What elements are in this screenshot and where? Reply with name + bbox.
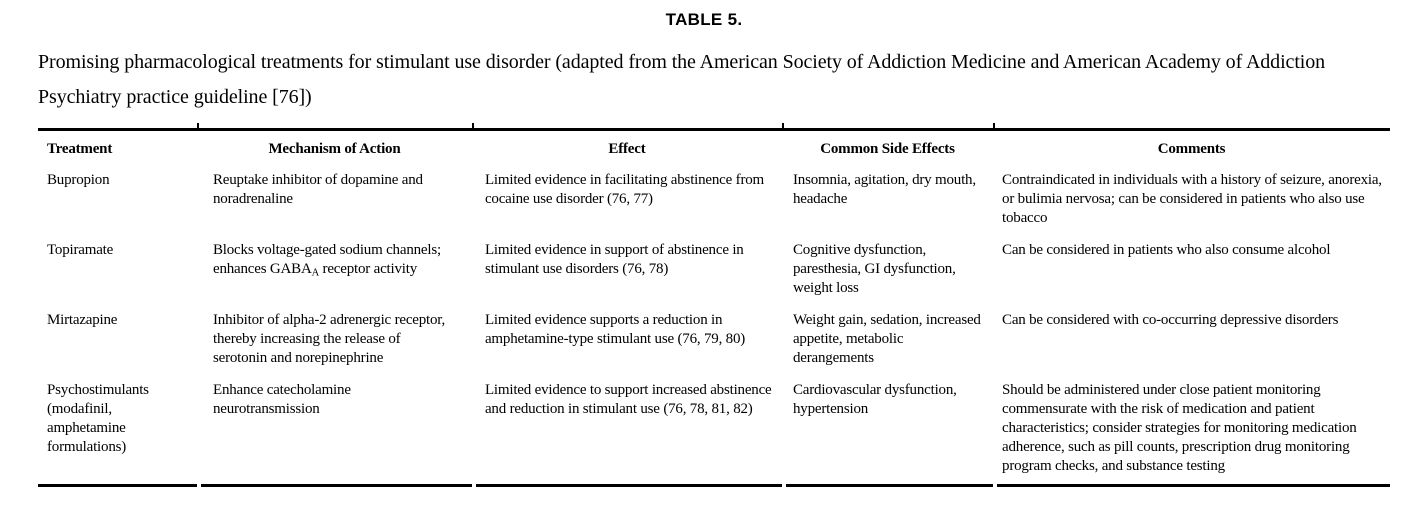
mechanism-cell: Enhance catecholamine neurotransmission <box>212 382 351 417</box>
table-row-psychostimulants <box>38 381 1390 484</box>
table-title: TABLE 5. <box>665 10 743 29</box>
gaba-subscript: A <box>311 267 319 279</box>
column-divider-tick <box>472 123 474 128</box>
column-header-comments: Comments <box>1157 141 1226 157</box>
treatment-cell: Topiramate <box>47 242 114 258</box>
effect-cell: Limited evidence in support of abstinence in stimulant use disorders (76, 78) <box>484 242 744 277</box>
mechanism-text: receptor activity <box>319 261 418 277</box>
mechanism-cell: Inhibitor of alpha-2 adrenergic receptor, thereby increasing the release of serotonin and norepinephrine <box>212 312 446 366</box>
side-effects-cell: Insomnia, agitation, dry mouth, headache <box>792 172 976 207</box>
column-header-side-effects: Common Side Effects <box>820 141 955 157</box>
side-effects-cell: Cognitive dysfunction, paresthesia, GI dysfunction, weight loss <box>792 242 956 296</box>
side-effects-cell: Cardiovascular dysfunction, hypertension <box>792 382 957 417</box>
column-divider-gap <box>993 484 997 487</box>
column-divider-gap <box>197 484 201 487</box>
comments-cell: Can be considered with co-occurring depressive disorders <box>1002 312 1339 328</box>
mechanism-cell: Reuptake inhibitor of dopamine and noradrenaline <box>212 172 423 207</box>
column-divider-tick <box>993 123 995 128</box>
table-row-mirtazapine <box>38 311 1390 381</box>
column-divider-gap <box>782 484 786 487</box>
table-top-rule <box>38 128 1390 131</box>
treatment-cell: Mirtazapine <box>47 312 118 328</box>
table-row-bupropion <box>38 171 1390 241</box>
column-divider-tick <box>197 123 199 128</box>
effect-cell: Limited evidence in facilitating abstinence from cocaine use disorder (76, 77) <box>484 172 765 207</box>
column-header-effect: Effect <box>608 141 646 157</box>
mechanism-text: Blocks voltage-gated sodium channels; enhances GABA <box>212 242 441 277</box>
column-header-mechanism: Mechanism of Action <box>268 141 401 157</box>
treatment-cell: Psychostimulants (modafinil, amphetamine formulations) <box>47 382 149 455</box>
effect-cell: Limited evidence supports a reduction in amphetamine-type stimulant use (76, 79, 80) <box>484 312 746 347</box>
comments-cell: Should be administered under close patient monitoring commensurate with the risk of medication and patient characteristics; consider strategies for monitoring medication adherence, such as pill counts, prescription drug monitoring program checks, and substance testing <box>1002 382 1357 474</box>
treatments-table <box>38 128 1390 487</box>
effect-cell: Limited evidence to support increased abstinence and reduction in stimulant use (76, 78, 81, 82) <box>484 382 772 417</box>
treatments-table-grid <box>38 131 1390 484</box>
column-header-treatment: Treatment <box>47 141 113 157</box>
table-bottom-rule <box>38 484 1390 487</box>
treatment-cell: Bupropion <box>47 172 110 188</box>
table-header-row <box>38 131 1390 171</box>
table-row-topiramate <box>38 241 1390 311</box>
comments-cell: Can be considered in patients who also consume alcohol <box>1002 242 1331 258</box>
column-divider-gap <box>472 484 476 487</box>
mechanism-cell <box>197 241 472 311</box>
side-effects-cell: Weight gain, sedation, increased appetite, metabolic derangements <box>792 312 981 366</box>
table-caption: Promising pharmacological treatments for stimulant use disorder (adapted from the American Society of Addiction Medicine and American Academy of Addiction Psychiatry practice guideline [76]) <box>38 51 1326 108</box>
column-divider-tick <box>782 123 784 128</box>
comments-cell: Contraindicated in individuals with a history of seizure, anorexia, or bulimia nervosa; can be considered in patients who also use tobacco <box>1002 172 1382 226</box>
